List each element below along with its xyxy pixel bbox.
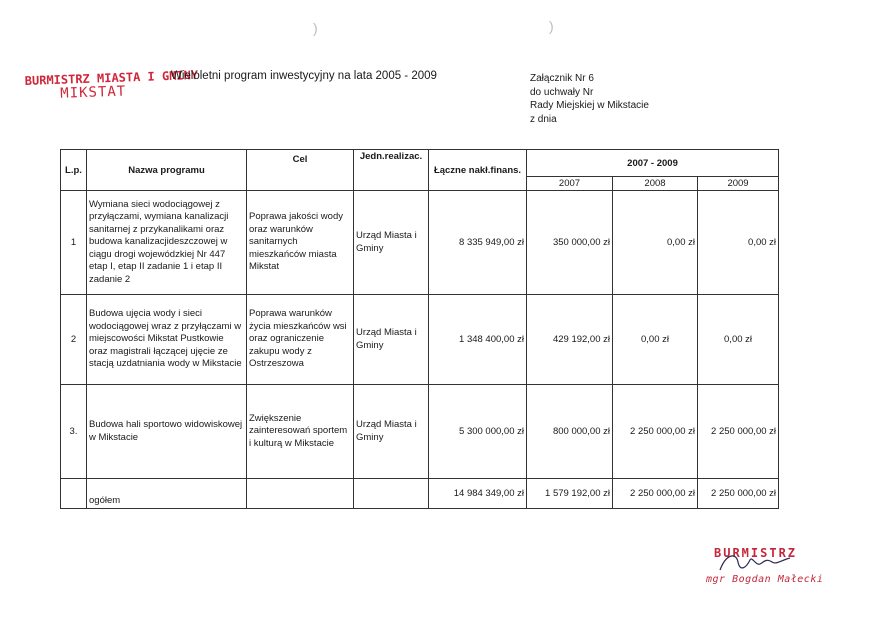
- header-2009: 2009: [698, 177, 779, 191]
- cell-total: 8 335 949,00 zł: [429, 191, 527, 295]
- header-period: 2007 - 2009: [527, 150, 779, 177]
- header-total: Łączne nakł.finans.: [429, 150, 527, 191]
- cell-unit: Urząd Miasta i Gminy: [354, 385, 429, 479]
- cell-empty: [354, 479, 429, 509]
- table-row: [61, 295, 779, 385]
- cell-2009: 2 250 000,00 zł: [698, 385, 779, 479]
- scan-mark: ): [313, 20, 318, 36]
- cell-goal: Poprawa warunków życia mieszkańców wsi oraz ograniczenie zakupu wody z Ostrzeszowa: [247, 295, 354, 385]
- header-2008: 2008: [613, 177, 698, 191]
- mayor-signature-stamp: [706, 546, 823, 585]
- cell-2007: 800 000,00 zł: [527, 385, 613, 479]
- stamp-line-1: BURMISTRZ MIASTA I GMINY: [24, 67, 199, 89]
- summary-total: 14 984 349,00 zł: [429, 479, 527, 509]
- cell-2009: 0,00 zł: [698, 295, 779, 385]
- table-row: [61, 385, 779, 479]
- cell-total: 5 300 000,00 zł: [429, 385, 527, 479]
- table-row: [61, 191, 779, 295]
- header-lp: L.p.: [61, 150, 87, 191]
- cell-goal: Zwiększenie zainteresowań sportem i kulturą w Mikstacie: [247, 385, 354, 479]
- summary-label: ogółem: [87, 479, 247, 509]
- header-row: [61, 150, 779, 177]
- document-title: Wieloletni program inwestycyjny na lata 2005 - 2009: [171, 70, 437, 82]
- cell-total: 1 348 400,00 zł: [429, 295, 527, 385]
- cell-2007: 429 192,00 zł: [527, 295, 613, 385]
- signature-name: mgr Bogdan Małecki: [706, 574, 824, 585]
- cell-lp: 3.: [61, 385, 87, 479]
- cell-2007: 350 000,00 zł: [527, 191, 613, 295]
- cell-2008: 0,00 zł: [613, 191, 698, 295]
- annex-line-1: Załącznik Nr 6: [530, 73, 594, 84]
- signature-role: BURMISTRZ: [714, 546, 798, 560]
- summary-row: [61, 479, 779, 509]
- stamp-line-2: MIKSTAT: [59, 83, 127, 102]
- cell-name: Budowa hali sportowo widowiskowej w Mikstacie: [87, 385, 247, 479]
- header-2007: 2007: [527, 177, 613, 191]
- handwritten-signature-icon: [716, 548, 796, 578]
- cell-lp: 2: [61, 295, 87, 385]
- cell-2008: 2 250 000,00 zł: [613, 385, 698, 479]
- summary-2007: 1 579 192,00 zł: [527, 479, 613, 509]
- header-unit: Jedn.realizac.: [354, 150, 429, 191]
- investment-table: [60, 149, 779, 509]
- cell-2008: 0,00 zł: [613, 295, 698, 385]
- cell-unit: Urząd Miasta i Gminy: [354, 295, 429, 385]
- cell-empty: [247, 479, 354, 509]
- cell-empty: [61, 479, 87, 509]
- header-goal: Cel: [247, 150, 354, 191]
- summary-2008: 2 250 000,00 zł: [613, 479, 698, 509]
- cell-2009: 0,00 zł: [698, 191, 779, 295]
- annex-line-4: z dnia: [530, 113, 557, 125]
- summary-2009: 2 250 000,00 zł: [698, 479, 779, 509]
- scan-mark: ): [549, 18, 554, 34]
- cell-goal: Poprawa jakości wody oraz warunków sanitarnych mieszkańców miasta Mikstat: [247, 191, 354, 295]
- header-name: Nazwa programu: [87, 150, 247, 191]
- cell-lp: 1: [61, 191, 87, 295]
- annex-note: [530, 72, 649, 126]
- cell-name: Budowa ujęcia wody i sieci wodociągowej wraz z przyłączami w miejscowości Mikstat Pustkowie oraz magistrali łączącej ujęcie ze stacją uzdatniania wody w Mikstacie: [87, 295, 247, 385]
- annex-line-3: Rady Miejskiej w Mikstacie: [530, 100, 649, 111]
- annex-line-2: do uchwały Nr: [530, 86, 594, 98]
- cell-unit: Urząd Miasta i Gminy: [354, 191, 429, 295]
- cell-name: Wymiana sieci wodociągowej z przyłączami, wymiana kanalizacji sanitarnej z przykanalikami oraz budowa kanalizacjideszczowej w ciągu drogi wojewódzkiej Nr 447 etap I, etap II zadanie 1 i etap II zadanie 2: [87, 191, 247, 295]
